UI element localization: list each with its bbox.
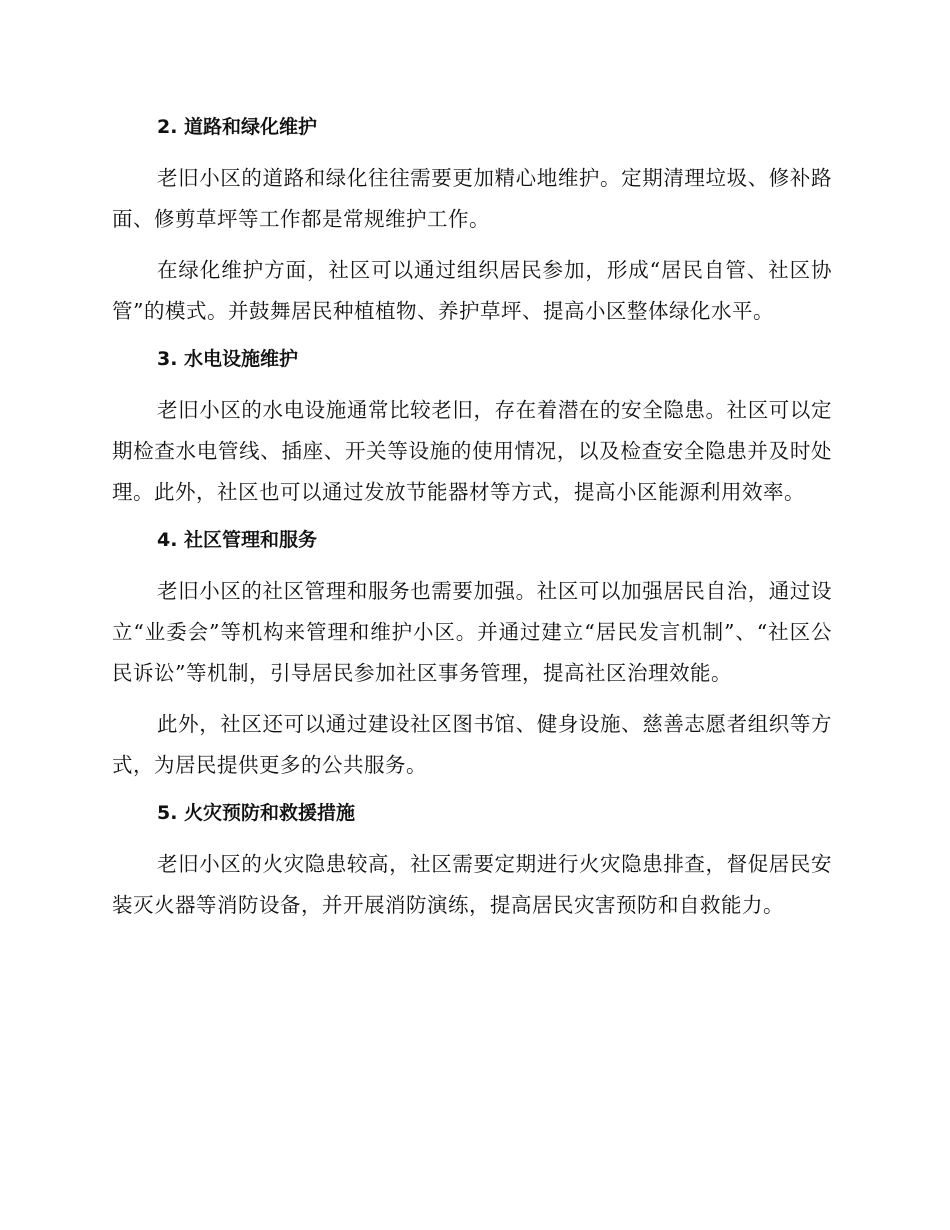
paragraph: 老旧小区的社区管理和服务也需要加强。社区可以加强居民自治，通过设立“业委会”等机构来管理和维护小区。并通过建立“居民发言机制”、“社区公民诉讼”等机制，引导居民参加社区事务管理，提高社区治理效能。 [112, 579, 832, 685]
paragraph: 在绿化维护方面，社区可以通过组织居民参加，形成“居民自管、社区协管”的模式。并鼓舞居民种植植物、养护草坪、提高小区整体绿化水平。 [112, 258, 832, 323]
paragraph: 老旧小区的火灾隐患较高，社区需要定期进行火灾隐患排查，督促居民安装灭火器等消防设备，并开展消防演练，提高居民灾害预防和自救能力。 [112, 852, 832, 917]
paragraph: 老旧小区的水电设施通常比较老旧，存在着潜在的安全隐患。社区可以定期检查水电管线、插座、开关等设施的使用情况，以及检查安全隐患并及时处理。此外，社区也可以通过发放节能器材等方式，提高小区能源利用效率。 [112, 398, 832, 504]
paragraph: 老旧小区的道路和绿化往往需要更加精心地维护。定期清理垃圾、修补路面、修剪草坪等工作都是常规维护工作。 [112, 166, 832, 231]
section-heading-fire-prevention: 5. 火灾预防和救援措施 [157, 802, 356, 824]
section-heading-community-management: 4. 社区管理和服务 [157, 529, 318, 551]
section-heading-roads-greening: 2. 道路和绿化维护 [157, 116, 318, 138]
section-heading-water-electricity: 3. 水电设施维护 [157, 348, 299, 370]
document-body [112, 110, 832, 936]
paragraph: 此外，社区还可以通过建设社区图书馆、健身设施、慈善志愿者组织等方式，为居民提供更多的公共服务。 [112, 712, 832, 777]
